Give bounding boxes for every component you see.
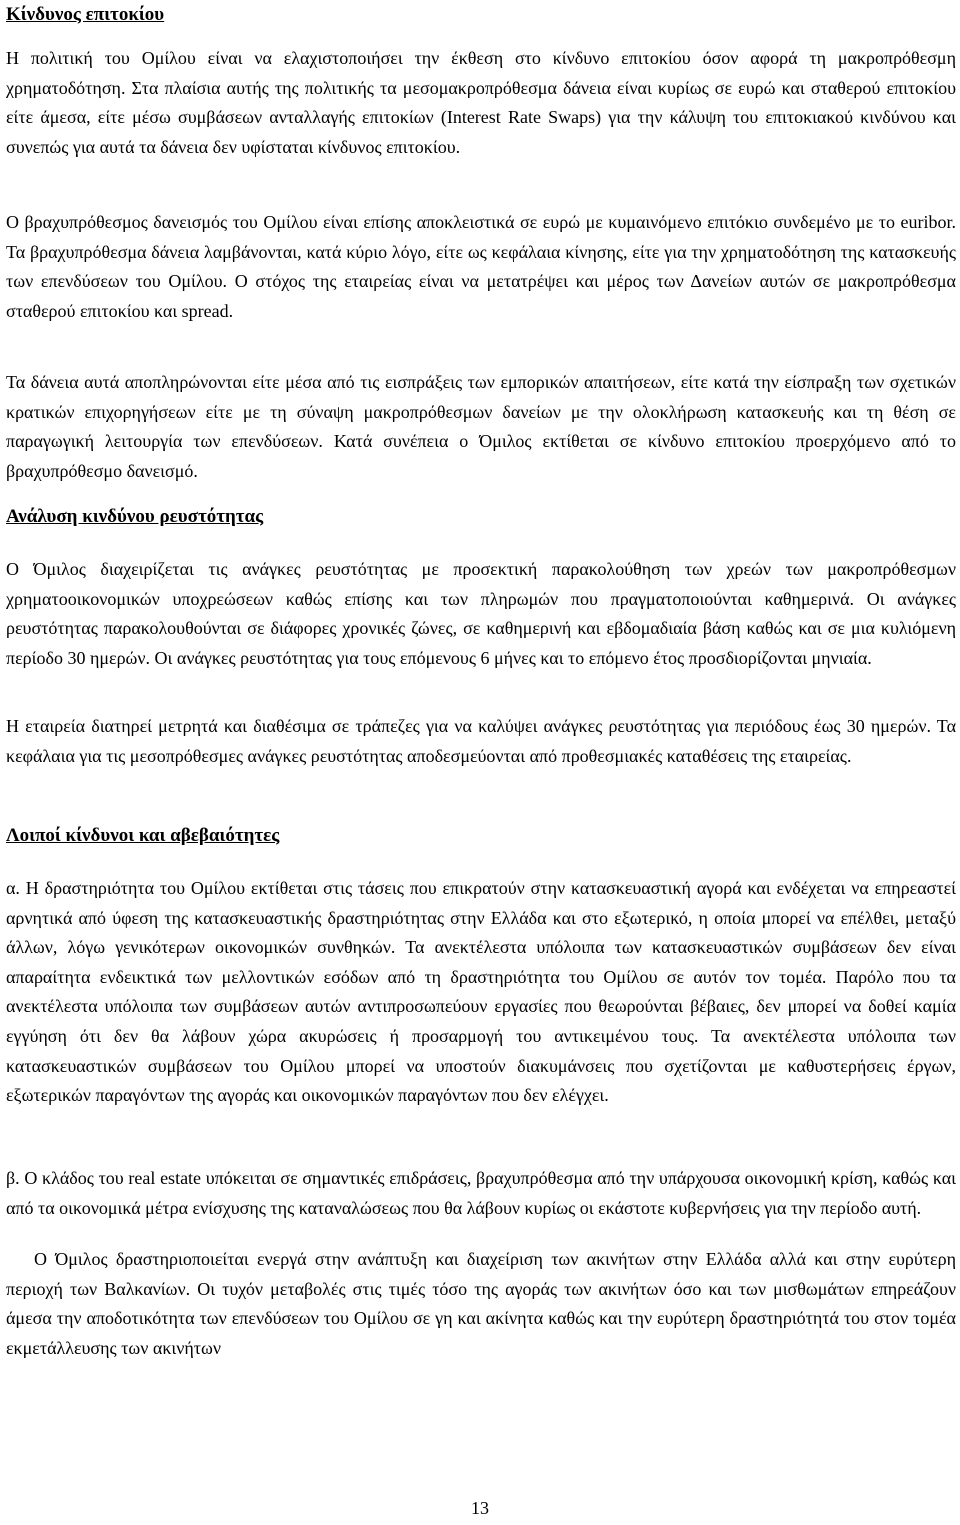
heading-liquidity-risk: Ανάλυση κινδύνου ρευστότητας	[6, 506, 264, 527]
paragraph-construction-risk: α. Η δραστηριότητα του Ομίλου εκτίθεται στις τάσεις που επικρατούν στην κατασκευαστική αγορά και ενδέχεται να επηρεαστεί αρνητικά από ύφεση της κατασκευαστικής δραστηριότητας στην Ελλάδα και στο εξωτερικό, η οποία μπορεί να επέλθει, μεταξύ άλλων, λόγω γενικότερων οικονομικών συνθηκών. Τα ανεκτέλεστα υπόλοιπα των κατασκευαστικών συμβάσεων δεν είναι απαραίτητα ενδεικτικά των μελλοντικών εσόδων από τη δραστηριότητα του Ομίλου σε αυτόν τον τομέα. Παρόλο που τα ανεκτέλεστα υπόλοιπα των συμβάσεων αυτών αντιπροσωπεύουν εργασίες που θεωρούνται βέβαιες, δεν μπορεί να δοθεί καμία εγγύηση ότι δεν θα λάβουν χώρα ακυρώσεις ή προσαρμογή του αντικειμένου τους. Τα ανεκτέλεστα υπόλοιπα των κατασκευαστικών συμβάσεων του Ομίλου μπορεί να υποστούν διακυμάνσεις που σχετίζονται με καθυστερήσεις έργων, εξωτερικών παραγόντων της αγοράς και οικονομικών παραγόντων που δεν ελέγχει.	[6, 878, 956, 1106]
heading-interest-risk: Κίνδυνος επιτοκίου	[6, 4, 165, 25]
paragraph-liquidity-management: Ο Όμιλος διαχειρίζεται τις ανάγκες ρευστότητας με προσεκτική παρακολούθηση των χρεών των μακροπρόθεσμων χρηματοοικονομικών υποχρεώσεων καθώς επίσης και των πληρωμών που πραγματοποιούνται καθημερινά. Οι ανάγκες ρευστότητας παρακολουθούνται σε διάφορες χρονικές ζώνες, σε καθημερινή και εβδομαδιαία βάση καθώς και σε μια κυλιόμενη περίοδο 30 ημερών. Οι ανάγκες ρευστότητας για τους επόμενους 6 μήνες και το επόμενο έτος προσδιορίζονται μηνιαία.	[6, 559, 956, 668]
page-number: 13	[471, 1498, 489, 1518]
paragraph-short-term-borrowing: Ο βραχυπρόθεσμος δανεισμός του Ομίλου είναι επίσης αποκλειστικά σε ευρώ με κυμαινόμενο επιτόκιο συνδεμένο με το euribor. Τα βραχυπρόθεσμα δάνεια λαμβάνονται, κατά κύριο λόγο, είτε ως κεφάλαια κίνησης, είτε για την χρηματοδότηση της κατασκευής των επενδύσεων του Ομίλου. Ο στόχος της εταιρείας είναι να μετατρέψει και μέρος των Δανείων αυτών σε μακροπρόθεσμα σταθερού επιτοκίου και spread.	[6, 212, 956, 321]
paragraph-cash-reserves: Η εταιρεία διατηρεί μετρητά και διαθέσιμα σε τράπεζες για να καλύψει ανάγκες ρευστότητας για περιόδους έως 30 ημερών. Τα κεφάλαια για τις μεσοπρόθεσμες ανάγκες ρευστότητας αποδεσμεύονται από προθεσμιακές καταθέσεις της εταιρείας.	[6, 716, 956, 766]
paragraph-real-estate-risk: β. Ο κλάδος του real estate υπόκειται σε σημαντικές επιδράσεις, βραχυπρόθεσμα από την υπάρχουσα οικονομική κρίση, καθώς και από τα οικονομικά μέτρα ενίσχυσης της καταναλώσεως που θα λάβουν κυρίως οι εκάστοτε κυβερνήσεις για την περίοδο αυτή.	[6, 1168, 956, 1218]
paragraph-real-estate-activity: Ο Όμιλος δραστηριοποιείται ενεργά στην ανάπτυξη και διαχείριση των ακινήτων στην Ελλάδα αλλά και στην ευρύτερη περιοχή των Βαλκανίων. Οι τυχόν μεταβολές στις τιμές τόσο της αγοράς των ακινήτων όσο και των μισθωμάτων επηρεάζουν άμεσα την αποδοτικότητα των επενδύσεων του Ομίλου σε γη και ακίνητα καθώς και την ευρύτερη δραστηριότητά του στον τομέα εκμετάλλευσης των ακινήτων	[6, 1249, 956, 1358]
heading-other-risks: Λοιποί κίνδυνοι και αβεβαιότητες	[6, 825, 280, 846]
paragraph-loan-repayment: Τα δάνεια αυτά αποπληρώνονται είτε μέσα από τις εισπράξεις των εμπορικών απαιτήσεων, είτε κατά την είσπραξη των σχετικών κρατικών επιχορηγήσεων είτε με τη σύναψη μακροπρόθεσμων δανείων με την ολοκλήρωση κατασκευής και τη θέση σε παραγωγική λειτουργία των επενδύσεων. Κατά συνέπεια ο Όμιλος εκτίθεται σε κίνδυνο επιτοκίου προερχόμενο από το βραχυπρόθεσμο δανεισμό.	[6, 372, 956, 481]
paragraph-interest-policy: Η πολιτική του Ομίλου είναι να ελαχιστοποιήσει την έκθεση στο κίνδυνο επιτοκίου όσον αφορά τη μακροπρόθεσμη χρηματοδότηση. Στα πλαίσια αυτής της πολιτικής τα μεσομακροπρόθεσμα δάνεια είναι κυρίως σε ευρώ και σταθερού επιτοκίου είτε άμεσα, είτε μέσω συμβάσεων ανταλλαγής επιτοκίων (Interest Rate Swaps) για την κάλυψη του επιτοκιακού κινδύνου και συνεπώς για αυτά τα δάνεια δεν υφίσταται κίνδυνος επιτοκίου.	[6, 48, 956, 157]
